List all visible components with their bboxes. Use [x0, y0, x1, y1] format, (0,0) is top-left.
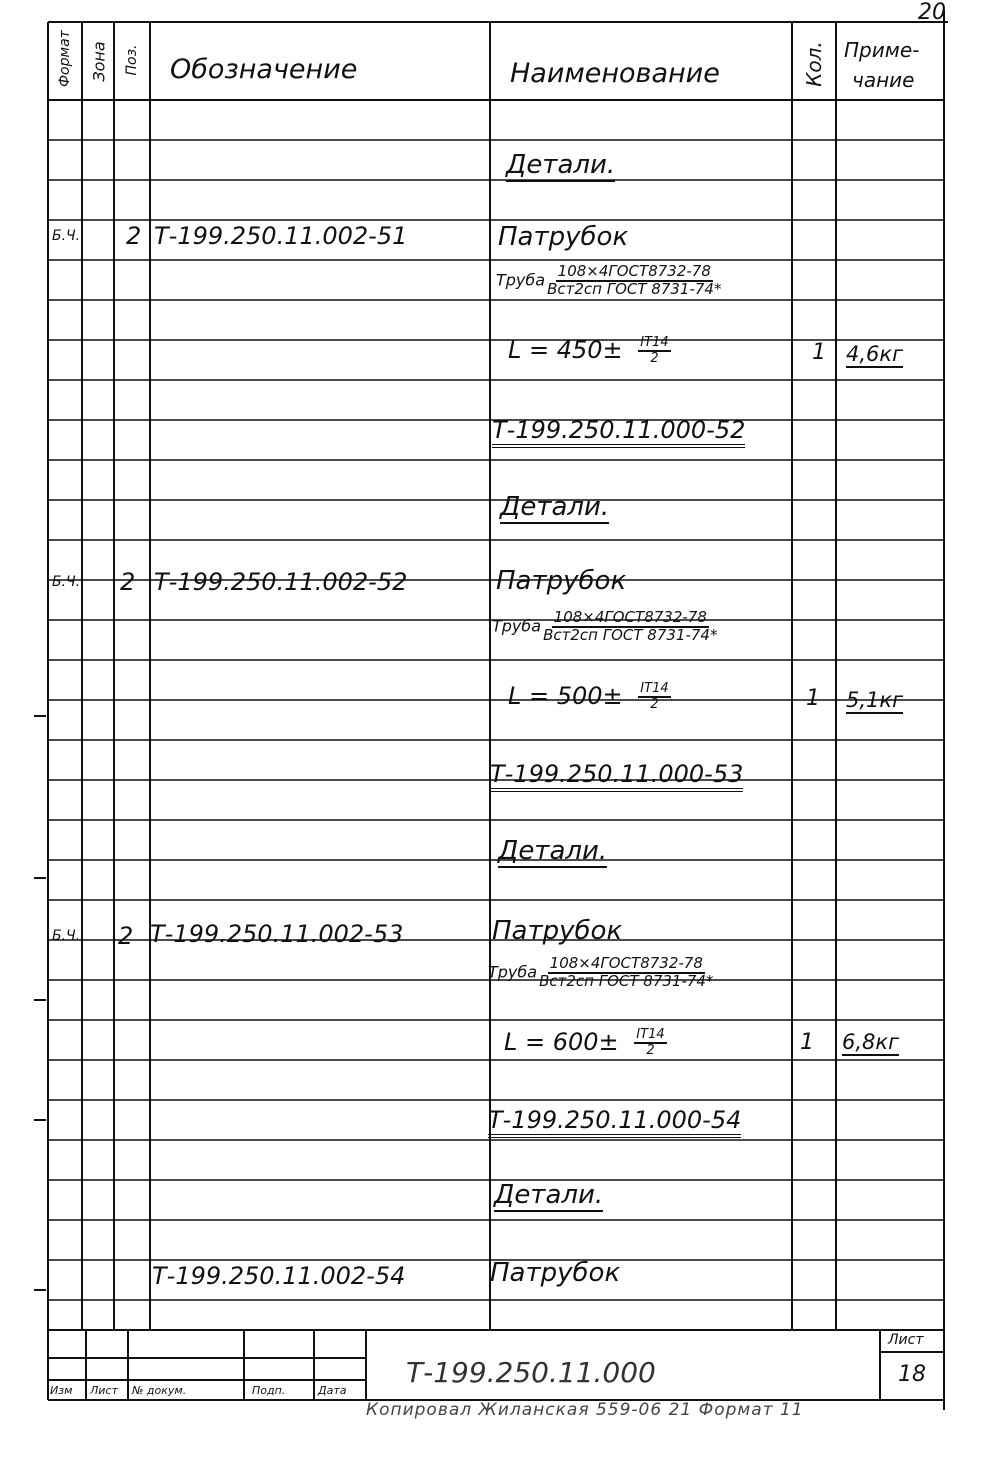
format-cell: Б.Ч.	[52, 574, 81, 590]
tolerance-num: IT14	[640, 681, 669, 697]
qty-cell: 1	[800, 1030, 814, 1055]
length-value: L = 450±	[508, 336, 623, 364]
section-title: Детали.	[494, 1180, 604, 1210]
tolerance-den: 2	[650, 697, 659, 712]
next-assembly-title: Т-199.250.11.000-53	[490, 760, 743, 792]
tolerance-den: 2	[646, 1043, 655, 1058]
tolerance-num: IT14	[640, 335, 669, 351]
margin-tick	[34, 715, 46, 717]
designation-cell: Т-199.250.11.002-54	[152, 1262, 406, 1290]
page-number: 20	[918, 0, 946, 25]
length-cell	[504, 1028, 667, 1058]
pipe-spec	[496, 264, 723, 298]
header-designation: Обозначение	[170, 54, 358, 85]
pipe-word: Труба	[492, 616, 542, 636]
note-cell: 4,6кг	[846, 342, 904, 366]
length-value: L = 500±	[508, 682, 623, 710]
length-value: L = 600±	[504, 1028, 619, 1056]
qty-cell: 1	[812, 340, 826, 365]
margin-tick	[34, 999, 46, 1001]
note-cell: 6,8кг	[842, 1030, 900, 1054]
margin-tick	[34, 1119, 46, 1121]
footer-stamp: Копировал Жиланская 559-06 21 Формат 11	[366, 1400, 804, 1420]
margin-tick	[34, 1289, 46, 1291]
pipe-spec-num: 108×4ГОСТ8732-78	[557, 262, 711, 280]
header-qty: Кол.	[802, 41, 826, 87]
designation-cell: Т-199.250.11.002-51	[154, 222, 408, 250]
tolerance-num: IT14	[636, 1027, 665, 1043]
note-cell: 5,1кг	[846, 688, 904, 712]
pipe-spec	[488, 956, 715, 990]
header-zone: Зона	[89, 41, 109, 82]
designation-cell: Т-199.250.11.002-53	[150, 920, 404, 948]
pos-cell: 2	[118, 922, 134, 950]
header-name: Наименование	[510, 58, 720, 89]
pipe-spec-num: 108×4ГОСТ8732-78	[553, 608, 707, 626]
sheet-label: Лист	[888, 1332, 924, 1348]
margin-tick	[34, 877, 46, 879]
header-format: Формат	[57, 30, 73, 87]
header-pos: Поз.	[124, 44, 140, 76]
name-cell: Патрубок	[496, 566, 627, 596]
section-title: Детали.	[506, 150, 616, 180]
format-cell: Б.Ч.	[52, 228, 81, 244]
designation-cell: Т-199.250.11.002-52	[154, 568, 408, 596]
pipe-spec-num: 108×4ГОСТ8732-78	[549, 954, 703, 972]
pipe-spec-den: Вст2сп ГОСТ 8731-74*	[543, 625, 718, 644]
format-cell: Б.Ч.	[52, 928, 81, 944]
next-assembly-title: Т-199.250.11.000-52	[492, 416, 745, 448]
title-col-izm: Изм	[50, 1384, 73, 1397]
pos-cell: 2	[120, 568, 136, 596]
length-cell	[508, 336, 671, 366]
pipe-spec-den: Вст2сп ГОСТ 8731-74*	[547, 279, 722, 298]
title-col-list: Лист	[90, 1384, 118, 1397]
name-cell: Патрубок	[498, 222, 629, 252]
pipe-word: Труба	[488, 962, 538, 982]
document-number: Т-199.250.11.000	[406, 1356, 656, 1389]
section-title: Детали.	[500, 492, 610, 522]
title-col-sign: Подп.	[252, 1384, 286, 1397]
name-cell: Патрубок	[492, 916, 623, 946]
header-note-1: Приме-	[844, 38, 920, 62]
header-note-2: чание	[852, 68, 915, 92]
section-title: Детали.	[498, 836, 608, 866]
qty-cell: 1	[806, 686, 820, 711]
length-cell	[508, 682, 671, 712]
pipe-word: Труба	[496, 270, 546, 290]
title-col-date: Дата	[318, 1384, 347, 1397]
sheet-number: 18	[898, 1362, 926, 1387]
next-assembly-title: Т-199.250.11.000-54	[488, 1106, 741, 1138]
name-cell: Патрубок	[490, 1258, 621, 1288]
tolerance-den: 2	[650, 351, 659, 366]
pipe-spec-den: Вст2сп ГОСТ 8731-74*	[539, 971, 714, 990]
pos-cell: 2	[126, 222, 142, 250]
pipe-spec	[492, 610, 719, 644]
title-col-doc: № докум.	[132, 1384, 187, 1397]
